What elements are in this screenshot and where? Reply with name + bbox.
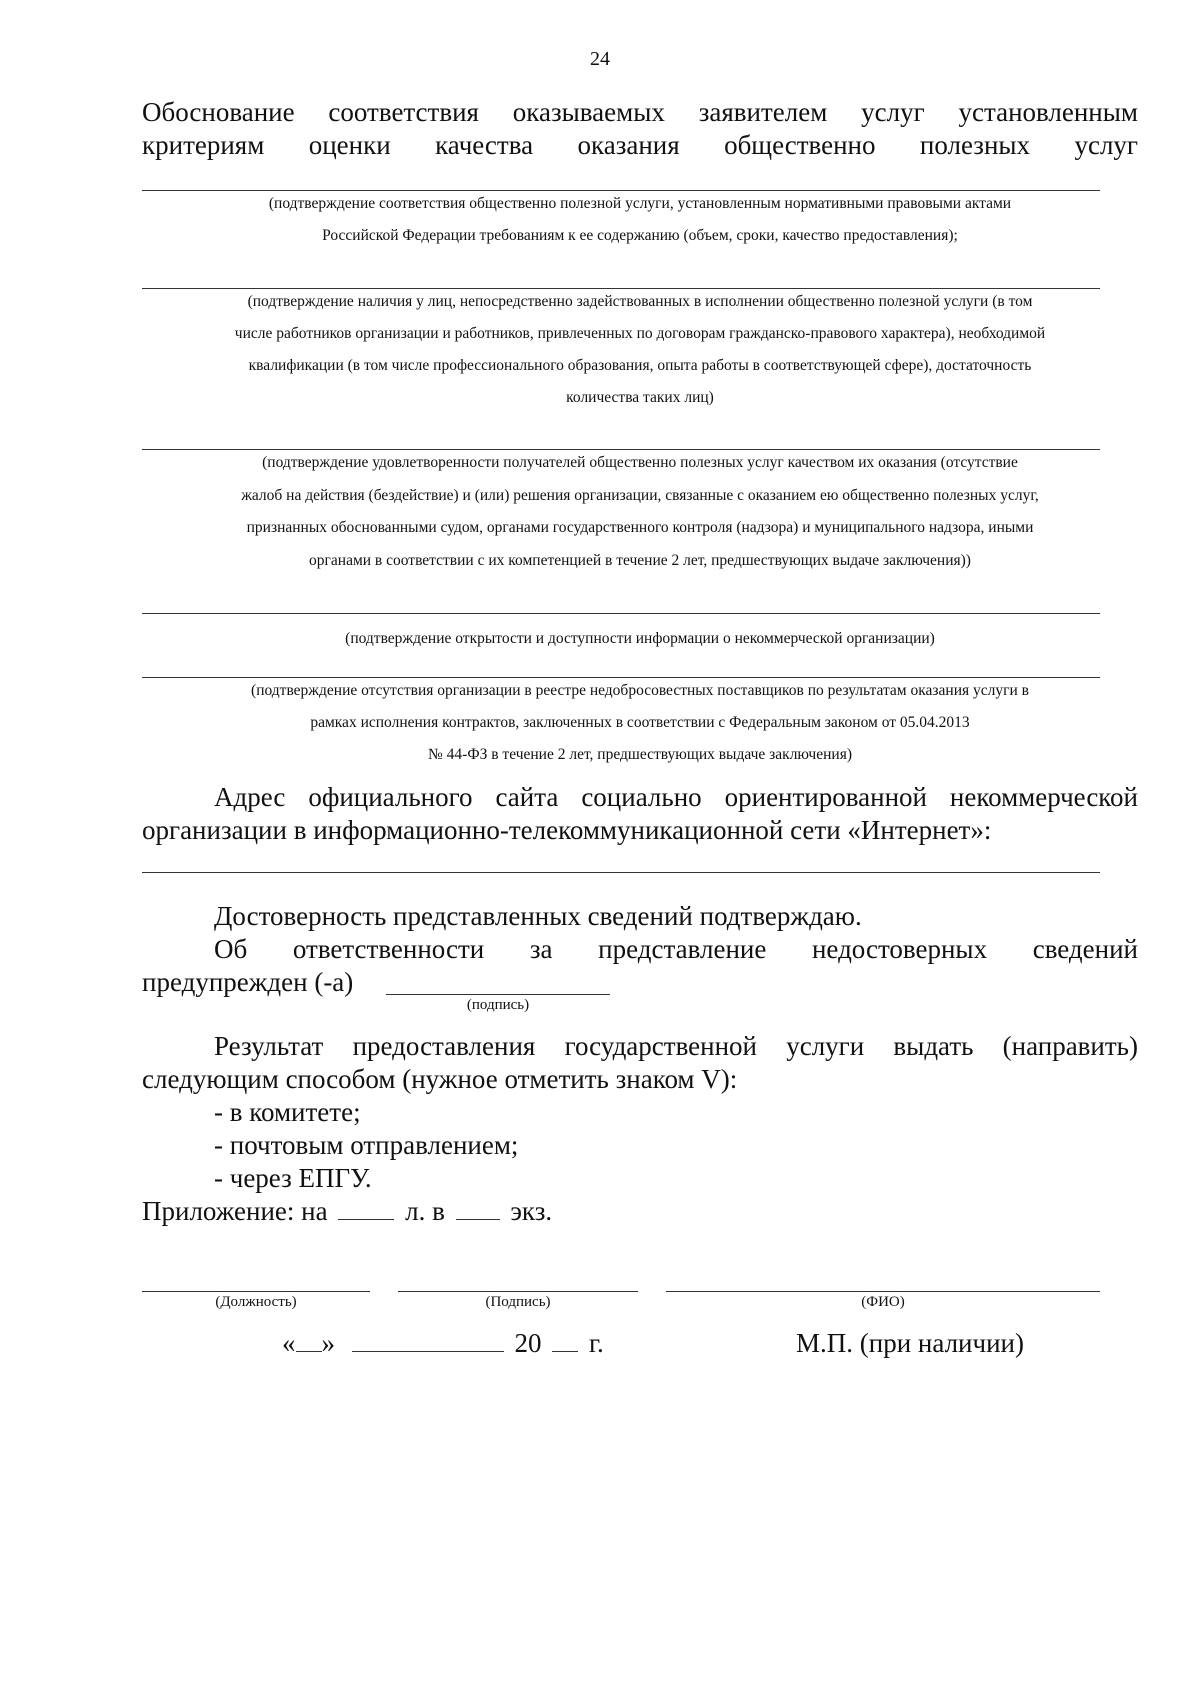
note-2-line-2: числе работников организации и работников, привлеченных по договорам гражданско-правового характера), необходимой [234,325,1046,342]
date-century: 20 [514,1328,542,1358]
sign-signature-line[interactable] [398,1291,638,1292]
appendix-copies-field[interactable] [456,1197,500,1220]
stamp-label: М.П. (при наличии) [796,1328,1024,1358]
result-line-1: Результат предоставления государственной услуги выдать (направить) [214,1031,1138,1061]
position-caption: (Должность) [215,1294,297,1310]
note-5-line-3: № 44-ФЗ в течение 2 лет, предшествующих выдаче заключения) [428,746,852,763]
fill-line-criteria-2[interactable] [142,288,1100,289]
website-line-1: Адрес официального сайта социально ориентированной некоммерческой [214,782,1138,812]
appendix-suffix: экз. [510,1196,553,1226]
confirm-signature-line[interactable] [386,994,610,995]
website-line-2: организации в информационно-телекоммуникационной сети «Интернет»: [142,815,992,845]
result-line-2: следующим способом (нужное отметить знаком V): [142,1064,738,1094]
note-2-line-3: квалификации (в том числе профессионального образования, опыта работы в соответствующей сфере), достаточность [248,357,1032,374]
confirm-line-2: Об ответственности за представление недостоверных сведений [214,934,1138,964]
date-month-field[interactable] [352,1329,504,1352]
note-5-line-2: рамках исполнения контрактов, заключенных в соответствии с Федеральным законом от 05.04.2013 [310,714,970,731]
note-3-line-2: жалоб на действия (бездействие) и (или) решения организации, связанные с оказанием ею общественно полезных услуг, [241,487,1039,504]
note-5-line-1: (подтверждение отсутствия организации в реестре недобросовестных поставщиков по результатам оказания услуги в [251,682,1029,699]
name-caption: (ФИО) [861,1294,905,1310]
appendix-mid: л. в [405,1196,445,1226]
date-day-field[interactable] [296,1329,322,1352]
note-2-line-4: количества таких лиц) [566,389,714,406]
result-option-epgu[interactable]: - через ЕПГУ. [214,1163,372,1193]
confirm-line-1: Достоверность представленных сведений подтверждаю. [214,901,862,931]
appendix-row [142,1195,552,1228]
date-close-quote: » [321,1328,335,1358]
note-3-line-4: органами в соответствии с их компетенцией в течение 2 лет, предшествующих выдаче заключения)) [309,552,971,569]
result-option-committee[interactable]: - в комитете; [214,1097,361,1127]
confirm-line-3: предупрежден (-а) [142,967,354,997]
date-year-suffix: г. [589,1328,604,1358]
appendix-prefix: Приложение: на [142,1196,328,1226]
note-1-line-1: (подтверждение соответствия общественно полезной услуги, установленным нормативными правовыми актами [268,195,1012,212]
justification-line-1: Обоснование соответствия оказываемых заявителем услуг установленным [142,97,1138,127]
fill-line-criteria-5[interactable] [142,677,1100,678]
signature-caption-2: (Подпись) [485,1294,551,1310]
note-3-line-1: (подтверждение удовлетворенности получателей общественно полезных услуг качеством их оказания (отсутствие [262,454,1018,471]
fill-line-criteria-3[interactable] [142,449,1100,450]
note-1-line-2: Российской Федерации требованиям к ее содержанию (объем, сроки, качество предоставления); [322,227,958,244]
appendix-pages-field[interactable] [338,1197,394,1220]
signature-caption: (подпись) [466,997,530,1013]
fill-line-criteria-4[interactable] [142,613,1100,614]
justification-line-2: критериям оценки качества оказания общественно полезных услуг [142,130,1138,160]
date-year-field[interactable] [552,1329,578,1352]
date-row [282,1327,604,1360]
note-3-line-3: признанных обоснованными судом, органами государственного контроля (надзора) и муниципального надзора, иными [246,519,1034,536]
note-4-line-1: (подтверждение открытости и доступности информации о некоммерческой организации) [345,630,935,647]
date-open-quote: « [282,1328,296,1358]
fill-line-criteria-1[interactable] [142,190,1100,191]
position-signature-line[interactable] [142,1291,370,1292]
website-input-line[interactable] [142,872,1100,873]
page-number: 24 [590,48,610,70]
result-option-mail[interactable]: - почтовым отправлением; [214,1130,519,1160]
note-2-line-1: (подтверждение наличия у лиц, непосредственно задействованных в исполнении общественно полезной услуги (в том [247,293,1033,310]
name-signature-line[interactable] [666,1291,1100,1292]
